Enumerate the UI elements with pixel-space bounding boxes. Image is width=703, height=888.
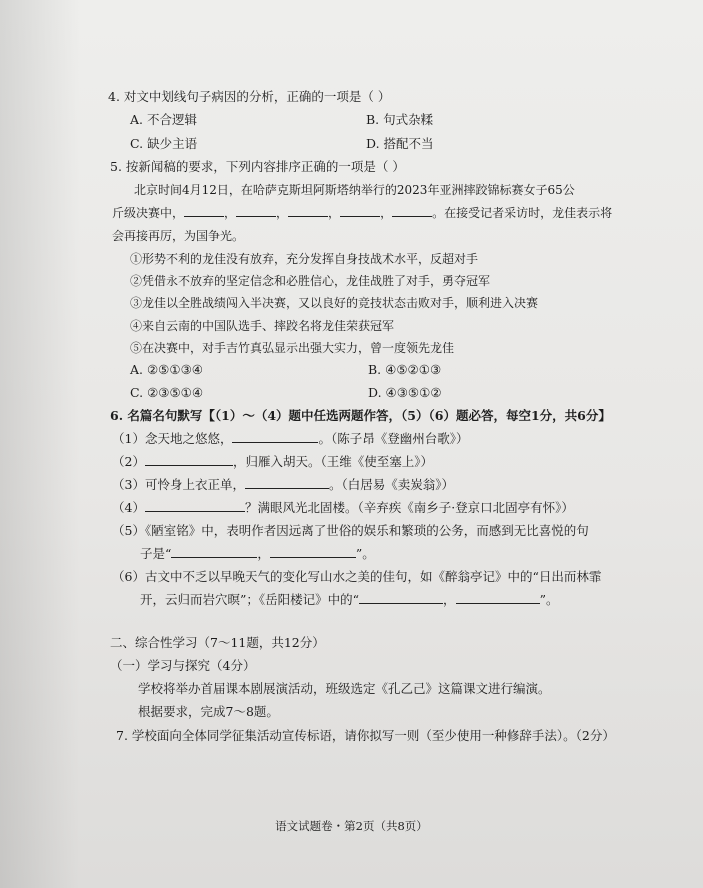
q5-para-line3: 会再接再厉，为国争光。 xyxy=(112,229,245,243)
q6-line-3: （3）可怜身上衣正单， 。（白居易《卖炭翁》） xyxy=(112,477,454,492)
page-footer: 语文试题卷・第2页（共8页） xyxy=(275,819,428,833)
q4-option-a: A. 不合逻辑 xyxy=(130,112,197,127)
q5-option-b: B. ④⑤②①③ xyxy=(368,362,442,377)
q4-option-c: C. 缺少主语 xyxy=(130,136,198,151)
q5-item-3: ③龙佳以全胜战绩闯入半决赛，又以良好的竞技状态击败对手，顺利进入决赛 xyxy=(130,296,539,310)
section2-subtitle: （一）学习与探究（4分） xyxy=(110,658,256,673)
q5-item-2: ②凭借永不放弃的坚定信念和必胜信心，龙佳战胜了对手，勇夺冠军 xyxy=(130,274,491,288)
q4-option-d: D. 搭配不当 xyxy=(366,136,434,151)
q5-item-5: ⑤在决赛中，对手吉竹真弘显示出强大实力，曾一度领先龙佳 xyxy=(130,341,455,355)
blank[interactable] xyxy=(232,430,318,443)
section2-para-1: 学校将举办首届课本剧展演活动，班级选定《孔乙己》这篇课文进行编演。 xyxy=(138,681,551,696)
q6-line-1: （1）念天地之悠悠， 。（陈子昂《登幽州台歌》） xyxy=(112,431,469,446)
blank[interactable] xyxy=(145,499,245,512)
blank[interactable] xyxy=(392,204,432,217)
q6-line-5: （5）《陋室铭》中，表明作者因远离了世俗的娱乐和繁琐的公务，而感到无比喜悦的句 xyxy=(112,523,589,538)
q5-option-d: D. ④③⑤①② xyxy=(368,385,442,400)
q7-stem: 7. 学校面向全体同学征集活动宣传标语，请你拟写一则（至少使用一种修辞手法）。（2分） xyxy=(116,728,615,743)
q5-item-4: ④来自云南的中国队选手、摔跤名将龙佳荣获冠军 xyxy=(130,319,395,333)
q5-para-line2: 斤级决赛中， ， ， ， ， 。在接受记者采访时，龙佳表示将 xyxy=(112,206,613,220)
blank[interactable] xyxy=(456,591,540,604)
q5-stem: 5. 按新闻稿的要求，下列内容排序正确的一项是（ ） xyxy=(110,159,405,174)
blank[interactable] xyxy=(184,204,224,217)
blank[interactable] xyxy=(288,204,328,217)
section2-title: 二、综合性学习（7～11题，共12分） xyxy=(110,635,325,650)
blank[interactable] xyxy=(171,545,257,558)
blank[interactable] xyxy=(236,204,276,217)
q5-option-c: C. ②③⑤①④ xyxy=(130,385,204,400)
q5-para-line1: 北京时间4月12日，在哈萨克斯坦阿斯塔纳举行的2023年亚洲摔跤锦标赛女子65公 xyxy=(134,183,575,197)
q4-option-b: B. 句式杂糅 xyxy=(366,112,434,127)
q5-item-1: ①形势不利的龙佳没有放弃，充分发挥自身技战术水平，反超对手 xyxy=(130,252,479,266)
blank[interactable] xyxy=(145,453,233,466)
blank[interactable] xyxy=(245,476,329,489)
q4-stem: 4. 对文中划线句子病因的分析，正确的一项是（ ） xyxy=(108,89,391,104)
blank[interactable] xyxy=(340,204,380,217)
q6-line-5b: 子是“ ， ”。 xyxy=(140,546,375,561)
blank[interactable] xyxy=(359,591,443,604)
q6-line-2: （2） ，归雁入胡天。（王维《使至塞上》） xyxy=(112,454,433,469)
q6-line-6b: 开，云归而岩穴暝”；《岳阳楼记》中的“ ， ”。 xyxy=(140,592,559,607)
q6-line-4: （4） ？满眼风光北固楼。（辛弃疾《南乡子·登京口北固亭有怀》） xyxy=(112,500,574,515)
q6-stem: 6. 名篇名句默写【（1）～（4）题中任选两题作答，（5）（6）题必答，每空1分，共6分】 xyxy=(110,408,611,423)
section2-para-2: 根据要求，完成7～8题。 xyxy=(138,704,279,719)
blank[interactable] xyxy=(270,545,356,558)
q6-line-6: （6）古文中不乏以早晚天气的变化写山水之美的佳句，如《醉翁亭记》中的“日出而林霏 xyxy=(112,569,602,584)
q5-option-a: A. ②⑤①③④ xyxy=(130,362,204,377)
